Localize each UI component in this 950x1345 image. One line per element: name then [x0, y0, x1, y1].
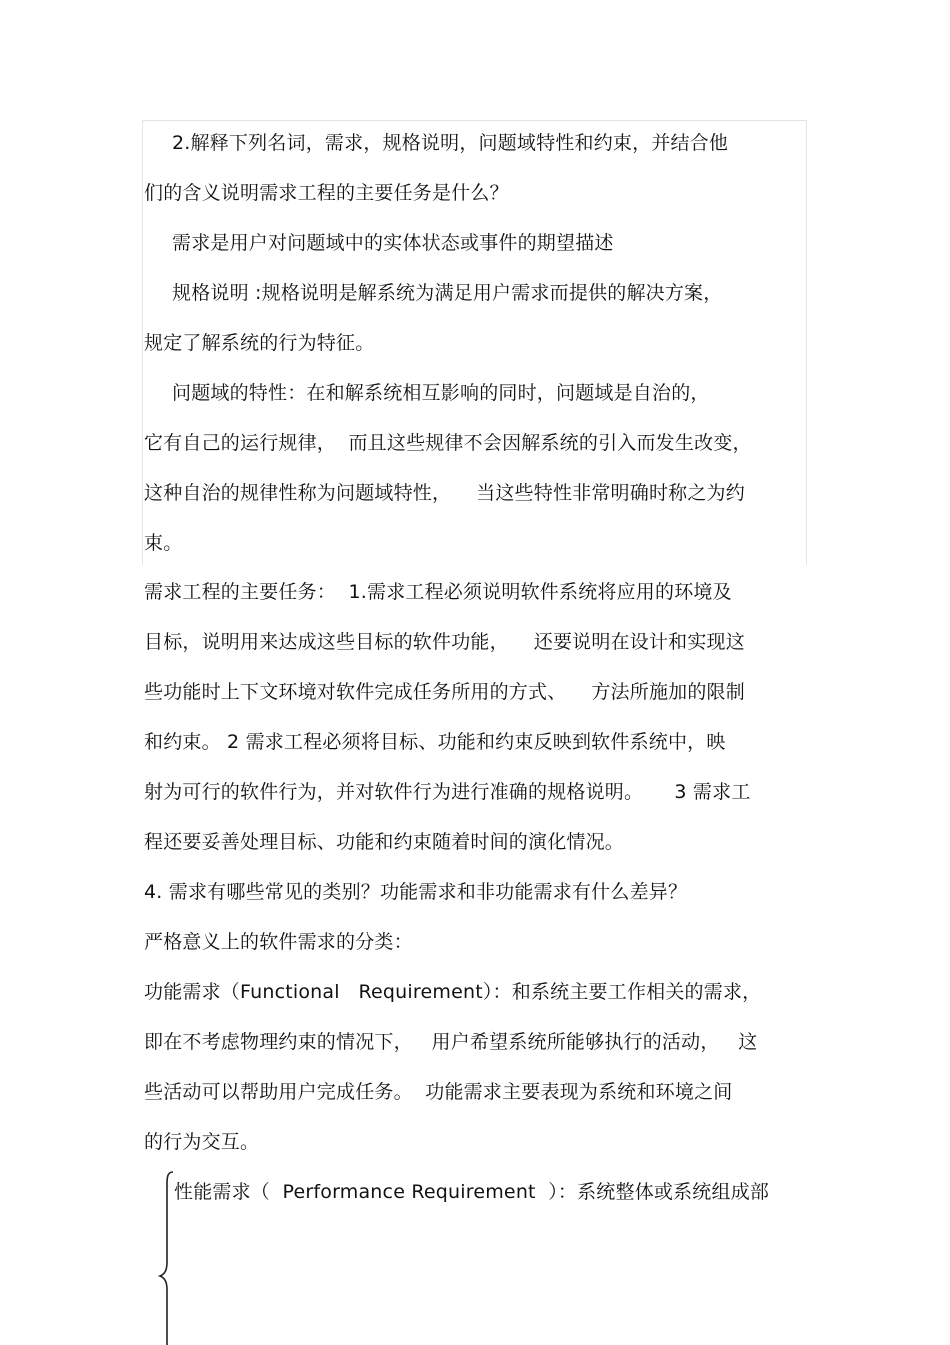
performance-requirement-line-1: 性能需求（ Performance Requirement ）：系统整体或系统组成部 — [174, 1181, 770, 1203]
main-tasks-line-6: 程还要妥善处理目标、功能和约束随着时间的演化情况。 — [144, 831, 625, 853]
text-frame-right-border — [806, 120, 807, 565]
main-tasks-line-3: 些功能时上下文环境对软件完成任务所用的方式、 方法所施加的限制 — [144, 681, 745, 703]
functional-requirement-line-3: 些活动可以帮助用户完成任务。 功能需求主要表现为系统和环境之间 — [144, 1081, 733, 1103]
question-2-line-1: 2.解释下列名词，需求，规格说明，问题域特性和约束，并结合他 — [172, 132, 729, 154]
main-tasks-line-2: 目标，说明用来达成这些目标的软件功能， 还要说明在设计和实现这 — [144, 631, 745, 653]
specification-definition-line-2: 规定了解系统的行为特征。 — [144, 332, 375, 354]
main-tasks-line-5: 射为可行的软件行为，并对软件行为进行准确的规格说明。 3 需求工 — [144, 781, 751, 803]
functional-requirement-line-4: 的行为交互。 — [144, 1131, 260, 1153]
question-2-line-2: 们的含义说明需求工程的主要任务是什么？ — [144, 182, 509, 204]
functional-requirement-line-1: 功能需求（Functional Requirement）：和系统主要工作相关的需求， — [144, 981, 762, 1003]
requirement-definition: 需求是用户对问题域中的实体状态或事件的期望描述 — [172, 232, 614, 254]
domain-property-line-3: 这种自治的规律性称为问题域特性， 当这些特性非常明确时称之为约 — [144, 482, 745, 504]
domain-property-line-2: 它有自己的运行规律， 而且这些规律不会因解系统的引入而发生改变， — [144, 432, 752, 454]
main-tasks-line-1: 需求工程的主要任务： 1.需求工程必须说明软件系统将应用的环境及 — [144, 581, 732, 603]
text-frame-left-border — [142, 120, 143, 565]
text-frame-top-border — [142, 120, 806, 121]
specification-definition-line-1: 规格说明 :规格说明是解系统为满足用户需求而提供的解决方案， — [172, 282, 723, 304]
domain-property-line-4: 束。 — [144, 532, 183, 554]
question-4: 4. 需求有哪些常见的类别？功能需求和非功能需求有什么差异？ — [144, 881, 688, 903]
main-tasks-line-4: 和约束。 2 需求工程必须将目标、功能和约束反映到软件系统中，映 — [144, 731, 726, 753]
domain-property-line-1: 问题域的特性：在和解系统相互影响的同时，问题域是自治的， — [172, 382, 710, 404]
classification-heading: 严格意义上的软件需求的分类： — [144, 931, 413, 953]
functional-requirement-line-2: 即在不考虑物理约束的情况下， 用户希望系统所能够执行的活动， 这 — [144, 1031, 758, 1053]
